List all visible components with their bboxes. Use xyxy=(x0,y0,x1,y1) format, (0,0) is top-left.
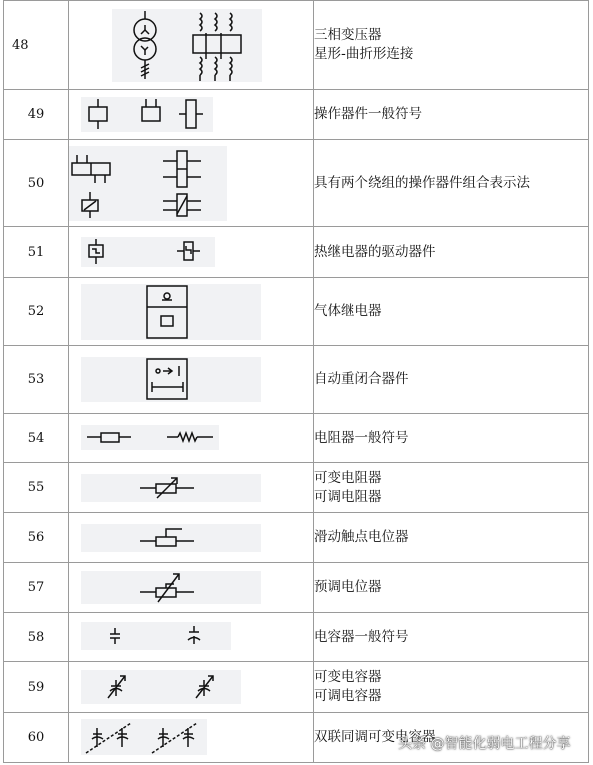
row-number: 54 xyxy=(4,414,69,463)
symbol-cell xyxy=(69,513,314,563)
table-row xyxy=(4,513,589,563)
row-number: 58 xyxy=(4,613,69,662)
symbol-cell xyxy=(69,563,314,613)
row-number: 50 xyxy=(4,140,69,227)
table-row xyxy=(4,1,589,90)
sliding-contact-potentiometer-symbol xyxy=(81,524,261,552)
table-row xyxy=(4,140,589,227)
row-number: 59 xyxy=(4,662,69,713)
resistor-symbol xyxy=(81,425,219,450)
description-cell xyxy=(314,90,589,140)
description-cell xyxy=(314,1,589,90)
symbol-cell xyxy=(69,90,314,140)
description-cell xyxy=(314,463,589,513)
description-line: 自动重闭合器件 xyxy=(314,371,409,387)
description-line: 具有两个绕组的操作器件组合表示法 xyxy=(314,174,530,191)
table-row xyxy=(4,662,589,713)
description-line: 双联同调可变电容器 xyxy=(314,729,436,745)
capacitor-symbol xyxy=(81,622,231,650)
row-number: 48 xyxy=(4,1,69,90)
row-number: 52 xyxy=(4,278,69,346)
table-row xyxy=(4,414,589,463)
description-line: 预调电位器 xyxy=(314,579,382,595)
row-number: 51 xyxy=(4,227,69,278)
description-line: 热继电器的驱动器件 xyxy=(314,243,436,260)
symbol-cell xyxy=(69,613,314,662)
description-cell xyxy=(314,613,589,662)
description-line: 可变电阻器 xyxy=(314,469,382,486)
table-row xyxy=(4,613,589,662)
symbol-cell xyxy=(69,140,314,227)
description-line: 电阻器一般符号 xyxy=(314,429,409,446)
description-line: 星形-曲折形连接 xyxy=(314,46,414,62)
two-winding-operating-device-symbol xyxy=(69,146,227,221)
symbol-cell xyxy=(69,278,314,346)
description-line: 滑动触点电位器 xyxy=(314,529,409,545)
operating-device-symbol xyxy=(81,97,213,132)
symbol-table xyxy=(3,0,589,763)
description-line: 可调电阻器 xyxy=(314,488,382,505)
description-cell xyxy=(314,563,589,613)
symbol-cell xyxy=(69,662,314,713)
row-number: 56 xyxy=(4,513,69,563)
description-cell xyxy=(314,662,589,713)
gas-relay-symbol xyxy=(81,284,261,340)
row-number: 60 xyxy=(4,713,69,763)
preset-potentiometer-symbol xyxy=(81,571,261,604)
description-line: 三相变压器 xyxy=(314,27,382,43)
source-watermark: 头条 @智能化弱电工程分享 xyxy=(398,736,571,752)
description-line: 电容器一般符号 xyxy=(314,628,409,645)
description-cell xyxy=(314,346,589,414)
row-number: 55 xyxy=(4,463,69,513)
table-row xyxy=(4,90,589,140)
symbol-cell xyxy=(69,463,314,513)
variable-capacitor-symbol xyxy=(81,670,241,704)
variable-resistor-symbol xyxy=(81,474,261,502)
symbol-cell xyxy=(69,227,314,278)
description-line: 气体继电器 xyxy=(314,303,382,319)
table-row xyxy=(4,227,589,278)
row-number: 49 xyxy=(4,90,69,140)
description-cell xyxy=(314,278,589,346)
table-row xyxy=(4,463,589,513)
description-line: 可调电容器 xyxy=(314,688,382,704)
description-cell xyxy=(314,227,589,278)
three-phase-transformer-symbol xyxy=(112,9,262,82)
table-row xyxy=(4,346,589,414)
description-cell xyxy=(314,140,589,227)
symbol-cell xyxy=(69,1,314,90)
description-line: 操作器件一般符号 xyxy=(314,106,422,122)
row-number: 53 xyxy=(4,346,69,414)
row-number: 57 xyxy=(4,563,69,613)
description-cell xyxy=(314,414,589,463)
thermal-relay-driver-symbol xyxy=(81,237,215,267)
ganged-variable-capacitor-symbol xyxy=(81,719,207,755)
symbol-cell xyxy=(69,346,314,414)
description-cell xyxy=(314,513,589,563)
table-row xyxy=(4,563,589,613)
symbol-cell xyxy=(69,414,314,463)
table-row xyxy=(4,278,589,346)
description-line: 可变电容器 xyxy=(314,669,382,685)
symbol-cell xyxy=(69,713,314,763)
auto-reclosing-device-symbol xyxy=(81,357,261,402)
